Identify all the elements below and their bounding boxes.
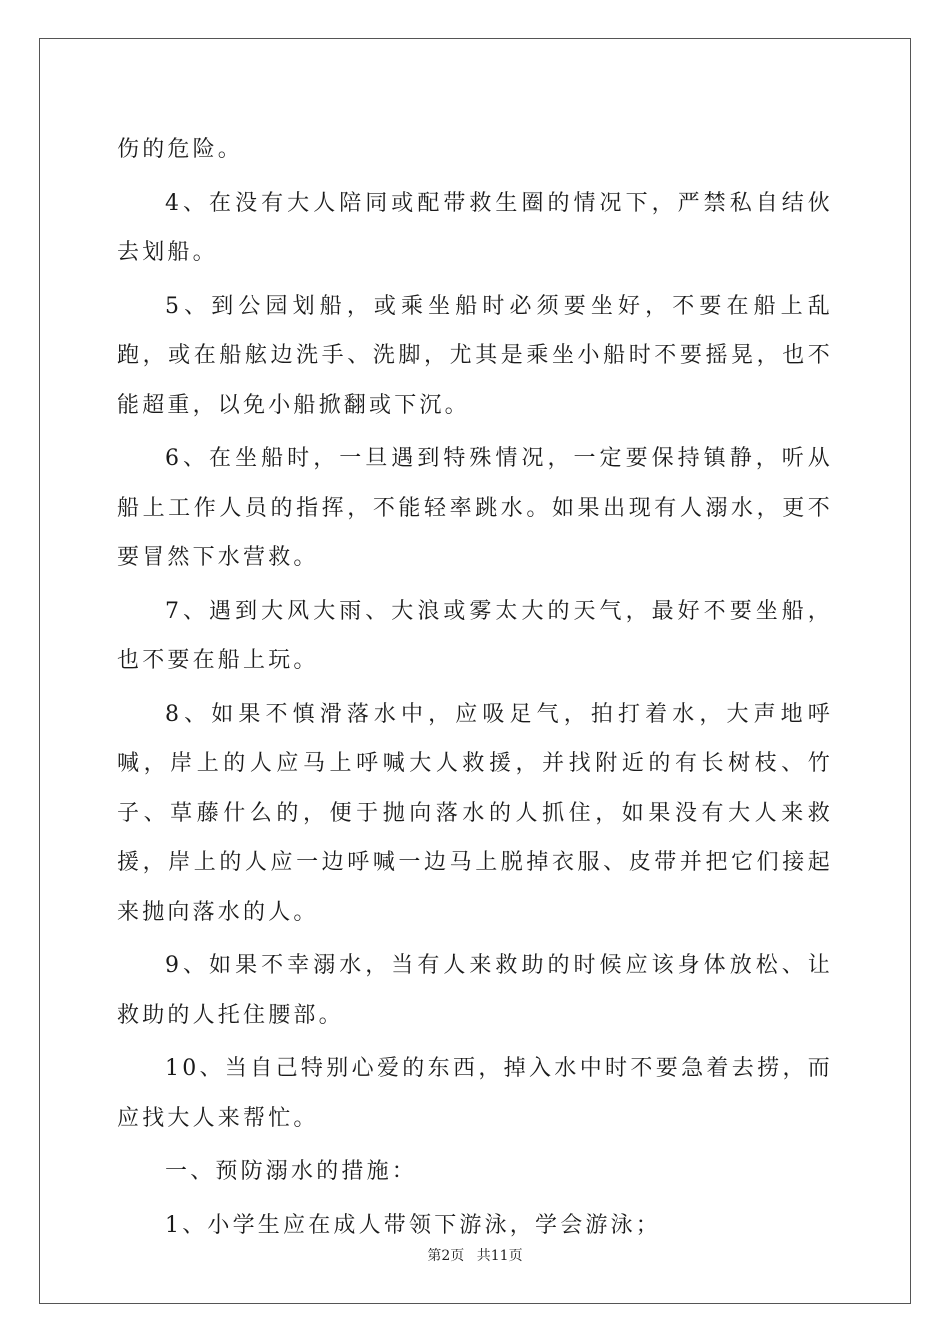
- paragraph: 伤的危险。: [117, 137, 244, 162]
- document-body: [117, 125, 833, 1254]
- paragraph: 6、在坐船时，一旦遇到特殊情况，一定要保持镇静，听从船上工作人员的指挥，不能轻率跳水。如果出现有人溺水，更不要冒然下水营救。: [117, 446, 833, 570]
- paragraph: 4、在没有大人陪同或配带救生圈的情况下，严禁私自结伙去划船。: [117, 190, 833, 265]
- section-heading: 一、预防溺水的措施：: [165, 1159, 418, 1184]
- paragraph: 1、小学生应在成人带领下游泳，学会游泳；: [165, 1212, 661, 1238]
- page-footer: [0, 1245, 950, 1265]
- page-total: 共11页: [476, 1248, 523, 1264]
- paragraph: 9、如果不幸溺水，当有人来救助的时候应该身体放松、让救助的人托住腰部。: [117, 953, 833, 1028]
- paragraph: 5、到公园划船，或乘坐船时必须要坐好，不要在船上乱跑，或在船舷边洗手、洗脚，尤其是乘坐小船时不要摇晃，也不能超重，以免小船掀翻或下沉。: [117, 293, 833, 418]
- paragraph: 8、如果不慎滑落水中，应吸足气，拍打着水，大声地呼喊，岸上的人应马上呼喊大人救援，并找附近的有长树枝、竹子、草藤什么的，便于抛向落水的人抓住，如果没有大人来救援，岸上的人应一边呼喊一边马上脱掉衣服、皮带并把它们接起来抛向落水的人。: [117, 701, 833, 925]
- paragraph: 7、遇到大风大雨、大浪或雾太大的天气，最好不要坐船，也不要在船上玩。: [117, 598, 833, 673]
- paragraph: 10、当自己特别心爱的东西，掉入水中时不要急着去捞，而应找大人来帮忙。: [117, 1056, 833, 1131]
- page-number: 第2页: [427, 1248, 465, 1264]
